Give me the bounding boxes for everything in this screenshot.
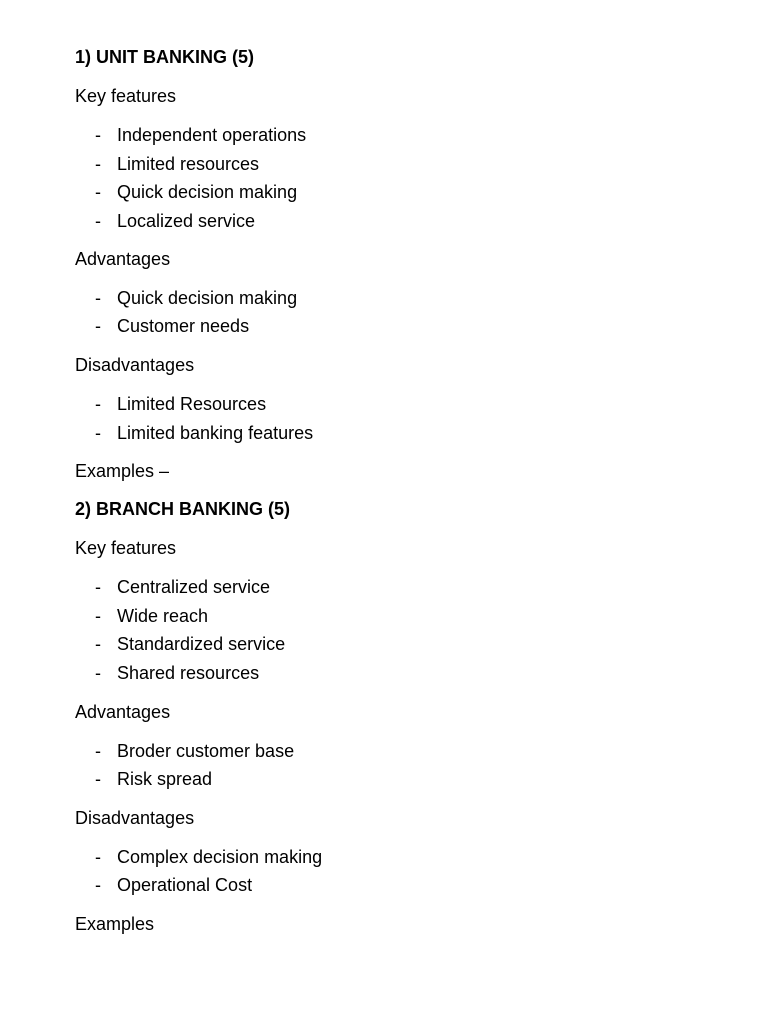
list-item-text: Standardized service [117,634,286,654]
section-heading: 2) BRANCH BANKING (5) [75,499,290,519]
list-item-text: Localized service [117,211,256,231]
list-item-text: Limited resources [117,154,260,174]
advantages-label: Advantages [75,249,171,269]
list-item-text: Customer needs [117,316,250,336]
list-item [95,315,249,337]
bullet-marker: - [95,663,101,683]
bullet-marker: - [95,847,101,867]
bullet-marker: - [95,125,101,145]
bullet-marker: - [95,606,101,626]
list-item [95,210,255,232]
disadvantages-label: Disadvantages [75,355,195,375]
list-item [95,153,259,175]
list-item [95,422,313,444]
bullet-marker: - [95,394,101,414]
disadvantages-label: Disadvantages [75,808,195,828]
section-heading: 1) UNIT BANKING (5) [75,47,254,67]
list-item [95,576,270,598]
list-item-text: Quick decision making [117,182,298,202]
list-item-text: Wide reach [117,606,209,626]
list-item-text: Shared resources [117,663,260,683]
list-item [95,633,285,655]
list-item [95,662,259,684]
bullet-marker: - [95,154,101,174]
list-item-text: Quick decision making [117,288,298,308]
list-item [95,874,252,896]
bullet-marker: - [95,182,101,202]
bullet-marker: - [95,769,101,789]
list-item [95,287,297,309]
bullet-marker: - [95,288,101,308]
bullet-marker: - [95,577,101,597]
list-item-text: Operational Cost [117,875,253,895]
list-item-text: Limited Resources [117,394,267,414]
list-item-text: Risk spread [117,769,213,789]
list-item [95,846,322,868]
bullet-marker: - [95,741,101,761]
bullet-marker: - [95,423,101,443]
list-item [95,393,266,415]
key-features-label: Key features [75,86,177,106]
list-item [95,124,306,146]
bullet-marker: - [95,875,101,895]
bullet-marker: - [95,316,101,336]
list-item-text: Centralized service [117,577,271,597]
bullet-marker: - [95,211,101,231]
list-item-text: Broder customer base [117,741,295,761]
advantages-label: Advantages [75,702,171,722]
list-item-text: Complex decision making [117,847,323,867]
list-item [95,181,297,203]
bullet-marker: - [95,634,101,654]
key-features-label: Key features [75,538,177,558]
list-item [95,768,212,790]
examples-label: Examples – [75,461,170,481]
list-item-text: Limited banking features [117,423,314,443]
list-item [95,740,294,762]
examples-label: Examples [75,914,155,934]
list-item [95,605,208,627]
list-item-text: Independent operations [117,125,307,145]
